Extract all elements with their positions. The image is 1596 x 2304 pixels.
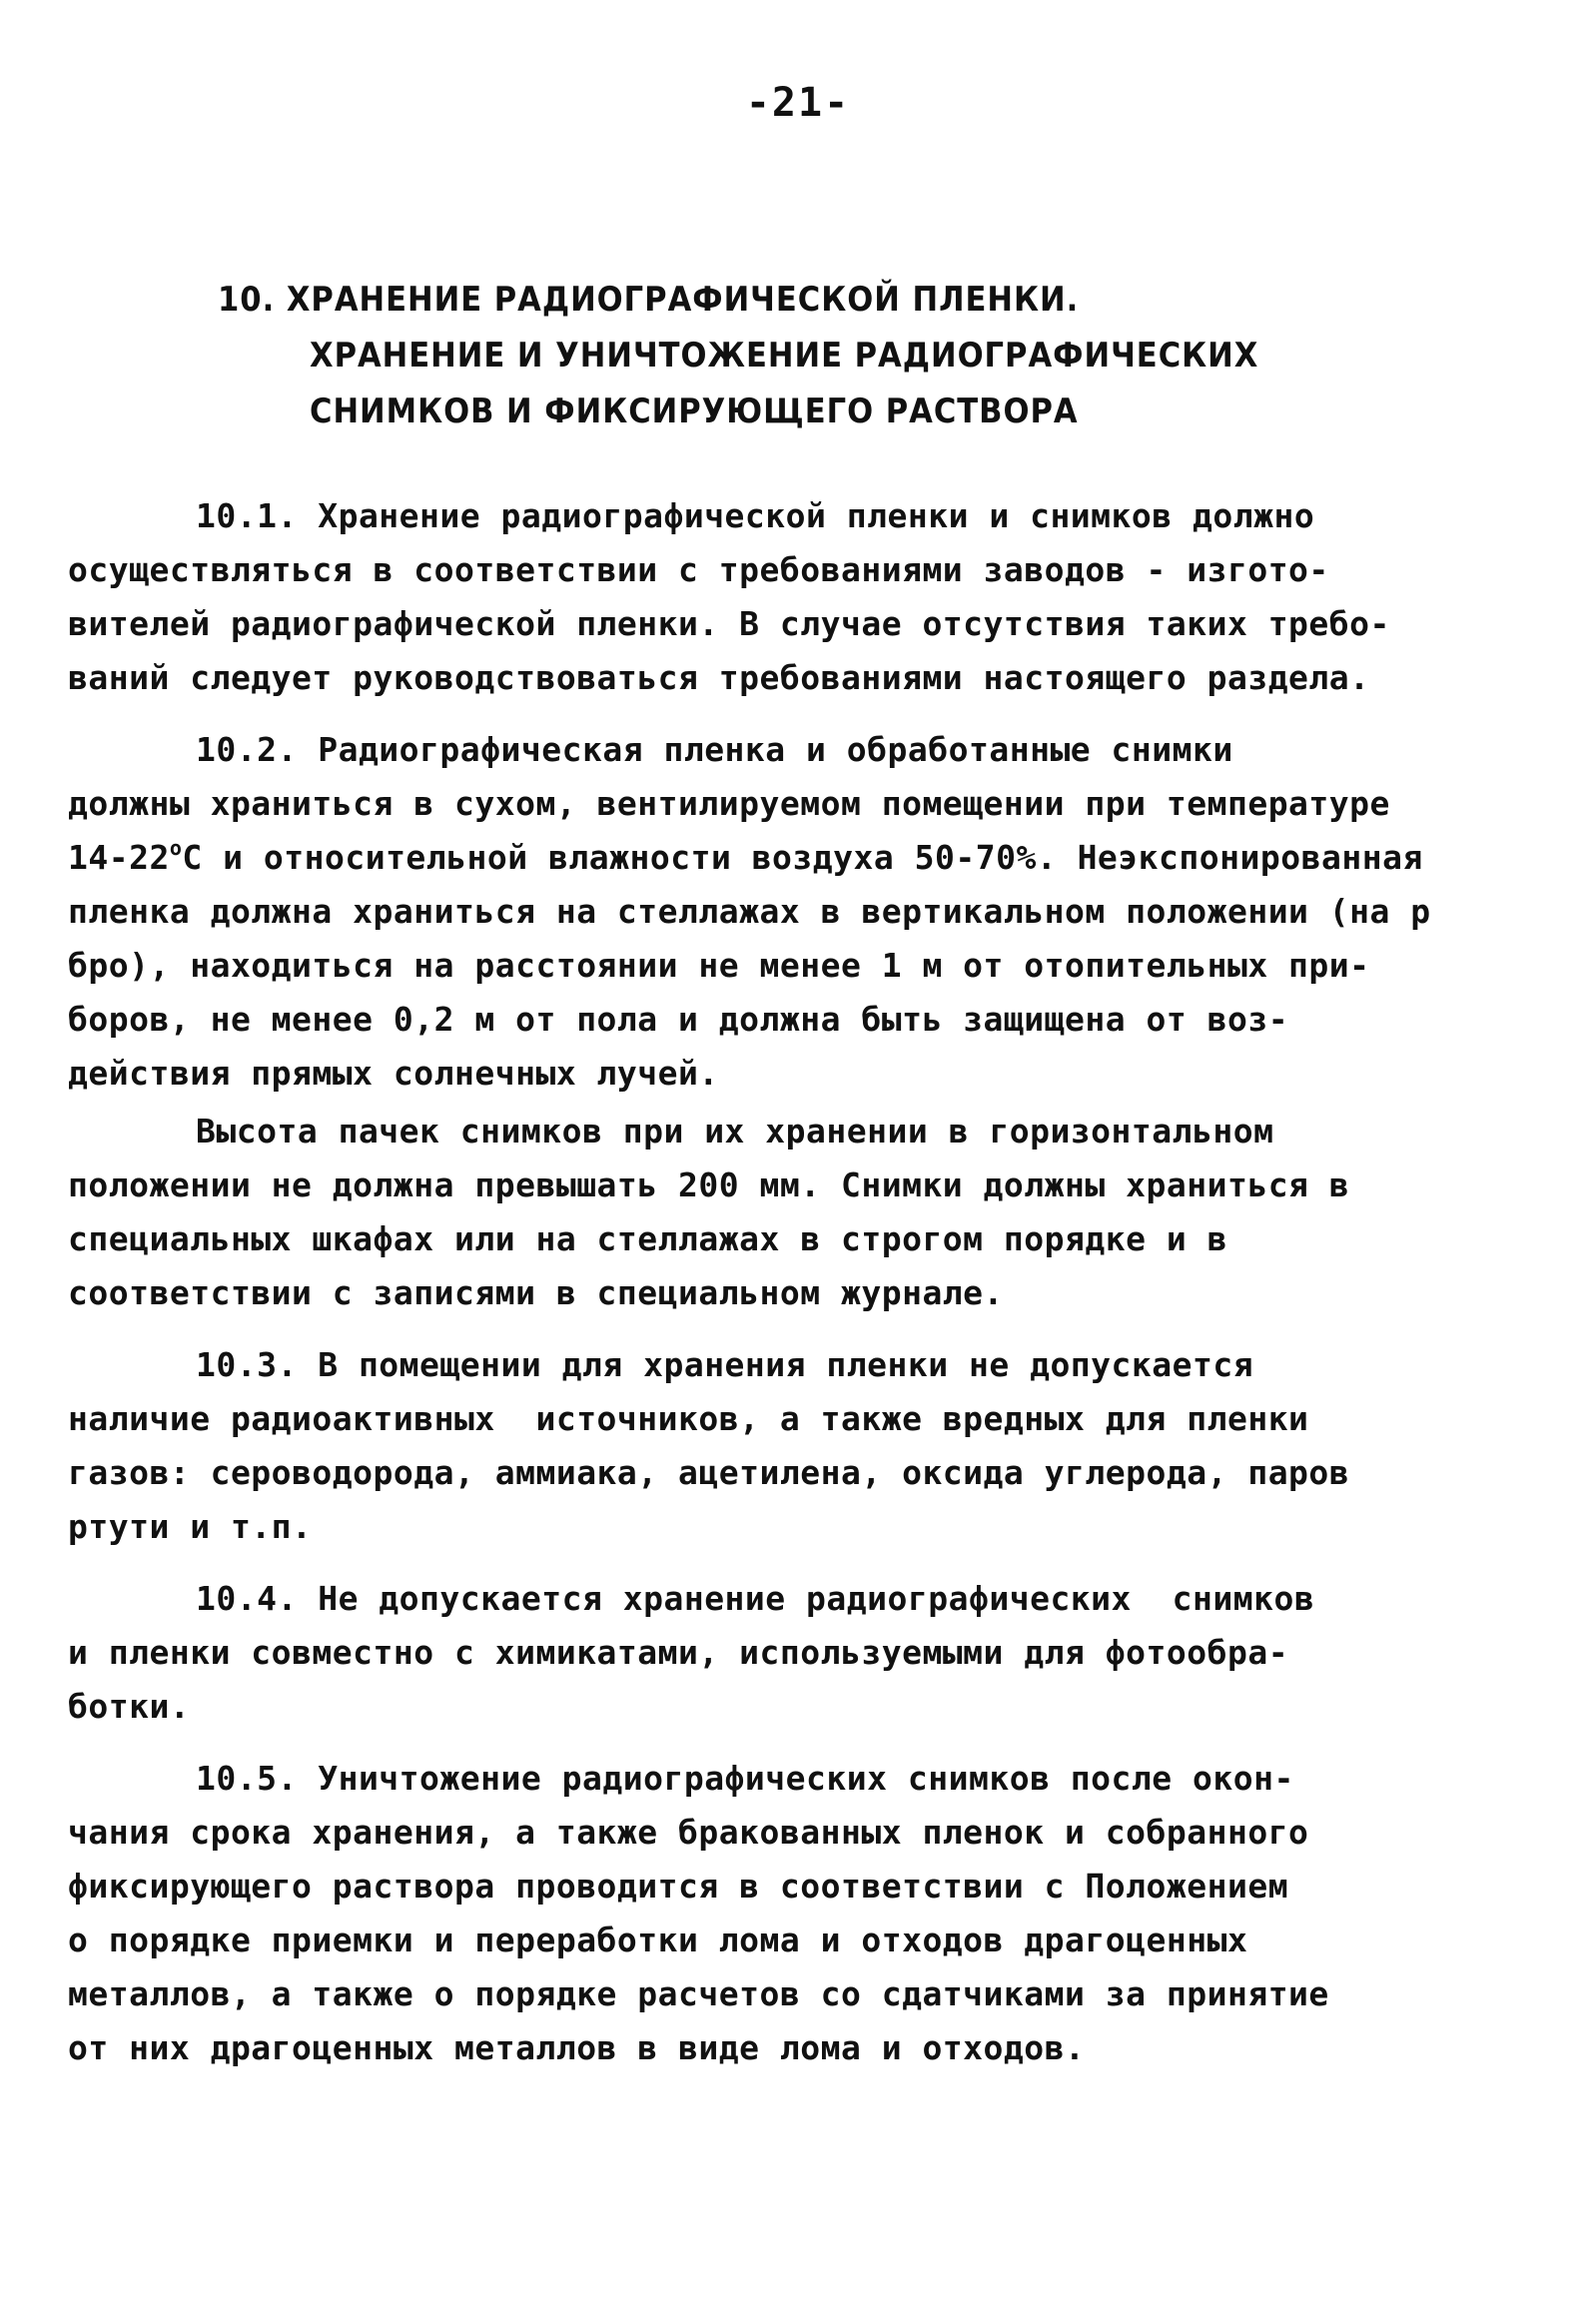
text-line: наличие радиоактивных источников, а также вредных для пленки — [68, 1399, 1309, 1438]
section-heading — [218, 272, 1258, 439]
text-line: должны храниться в сухом, вентилируемом помещении при температуре — [68, 784, 1390, 823]
text-line: вителей радиографической пленки. В случае отсутствия таких требо- — [68, 604, 1390, 643]
degree-sign: o — [169, 836, 183, 860]
text-line: 10.3. В помещении для хранения пленки не допускается — [196, 1345, 1254, 1384]
paragraph-10-2-continued — [68, 1105, 1546, 1320]
text-line: действия прямых солнечных лучей. — [68, 1054, 719, 1093]
heading-line-3: СНИМКОВ И ФИКСИРУЮЩЕГО РАСТВОРА — [310, 391, 1079, 431]
text-line: осуществляться в соответствии с требованиями заводов - изгото- — [68, 550, 1329, 589]
text-line: 10.1. Хранение радиографической пленки и снимков должно — [196, 496, 1315, 535]
text-line: 10.2. Радиографическая пленка и обработанные снимки — [196, 730, 1233, 769]
text-line: и пленки совместно с химикатами, используемыми для фотообра- — [68, 1633, 1289, 1672]
text-line: от них драгоценных металлов в виде лома и отходов. — [68, 2028, 1086, 2067]
paragraph-10-5 — [68, 1752, 1546, 2075]
text-line: специальных шкафах или на стеллажах в строгом порядке и в — [68, 1219, 1227, 1258]
text-line: бро), находиться на расстоянии не менее 1 м от отопительных при- — [68, 946, 1370, 985]
text-line: 10.5. Уничтожение радиографических снимков после окон- — [196, 1759, 1294, 1798]
text-line: ваний следует руководствоваться требованиями настоящего раздела. — [68, 658, 1370, 697]
text-line: газов: сероводорода, аммиака, ацетилена, оксида углерода, паров — [68, 1453, 1350, 1492]
text-line-temperature — [68, 831, 1546, 885]
text-line: чания срока хранения, а также бракованных пленок и собранного — [68, 1813, 1309, 1852]
heading-line-2: ХРАНЕНИЕ И УНИЧТОЖЕНИЕ РАДИОГРАФИЧЕСКИХ — [310, 336, 1259, 376]
text-line: соответствии с записями в специальном журнале. — [68, 1273, 1004, 1312]
text-line: 10.4. Не допускается хранение радиографических снимков — [196, 1579, 1315, 1618]
text-line: фиксирующего раствора проводится в соответствии с Положением — [68, 1867, 1289, 1906]
paragraph-10-1 — [68, 489, 1546, 705]
text-line: положении не должна превышать 200 мм. Снимки должны храниться в — [68, 1165, 1350, 1204]
document-body — [68, 489, 1546, 2093]
text-line: металлов, а также о порядке расчетов со сдатчиками за принятие — [68, 1974, 1329, 2013]
paragraph-10-4 — [68, 1572, 1546, 1734]
page-number: -21- — [745, 80, 851, 126]
paragraph-10-2 — [68, 723, 1546, 1101]
text-line: пленка должна храниться на стеллажах в вертикальном положении (на р — [68, 892, 1431, 931]
text-line: о порядке приемки и переработки лома и отходов драгоценных — [68, 1920, 1248, 1959]
text-line: Высота пачек снимков при их хранении в горизонтальном — [196, 1112, 1274, 1151]
text-line: боров, не менее 0,2 м от пола и должна быть защищена от воз- — [68, 1000, 1289, 1039]
paragraph-10-3 — [68, 1338, 1546, 1554]
temperature-range: 14-22 — [68, 838, 170, 877]
temperature-line-rest: С и относительной влажности воздуха 50-70%. Неэкспонированная — [182, 838, 1423, 877]
text-line: ботки. — [68, 1687, 191, 1726]
heading-line-1: 10. ХРАНЕНИЕ РАДИОГРАФИЧЕСКОЙ ПЛЕНКИ. — [218, 280, 1080, 320]
text-line: ртути и т.п. — [68, 1507, 313, 1546]
